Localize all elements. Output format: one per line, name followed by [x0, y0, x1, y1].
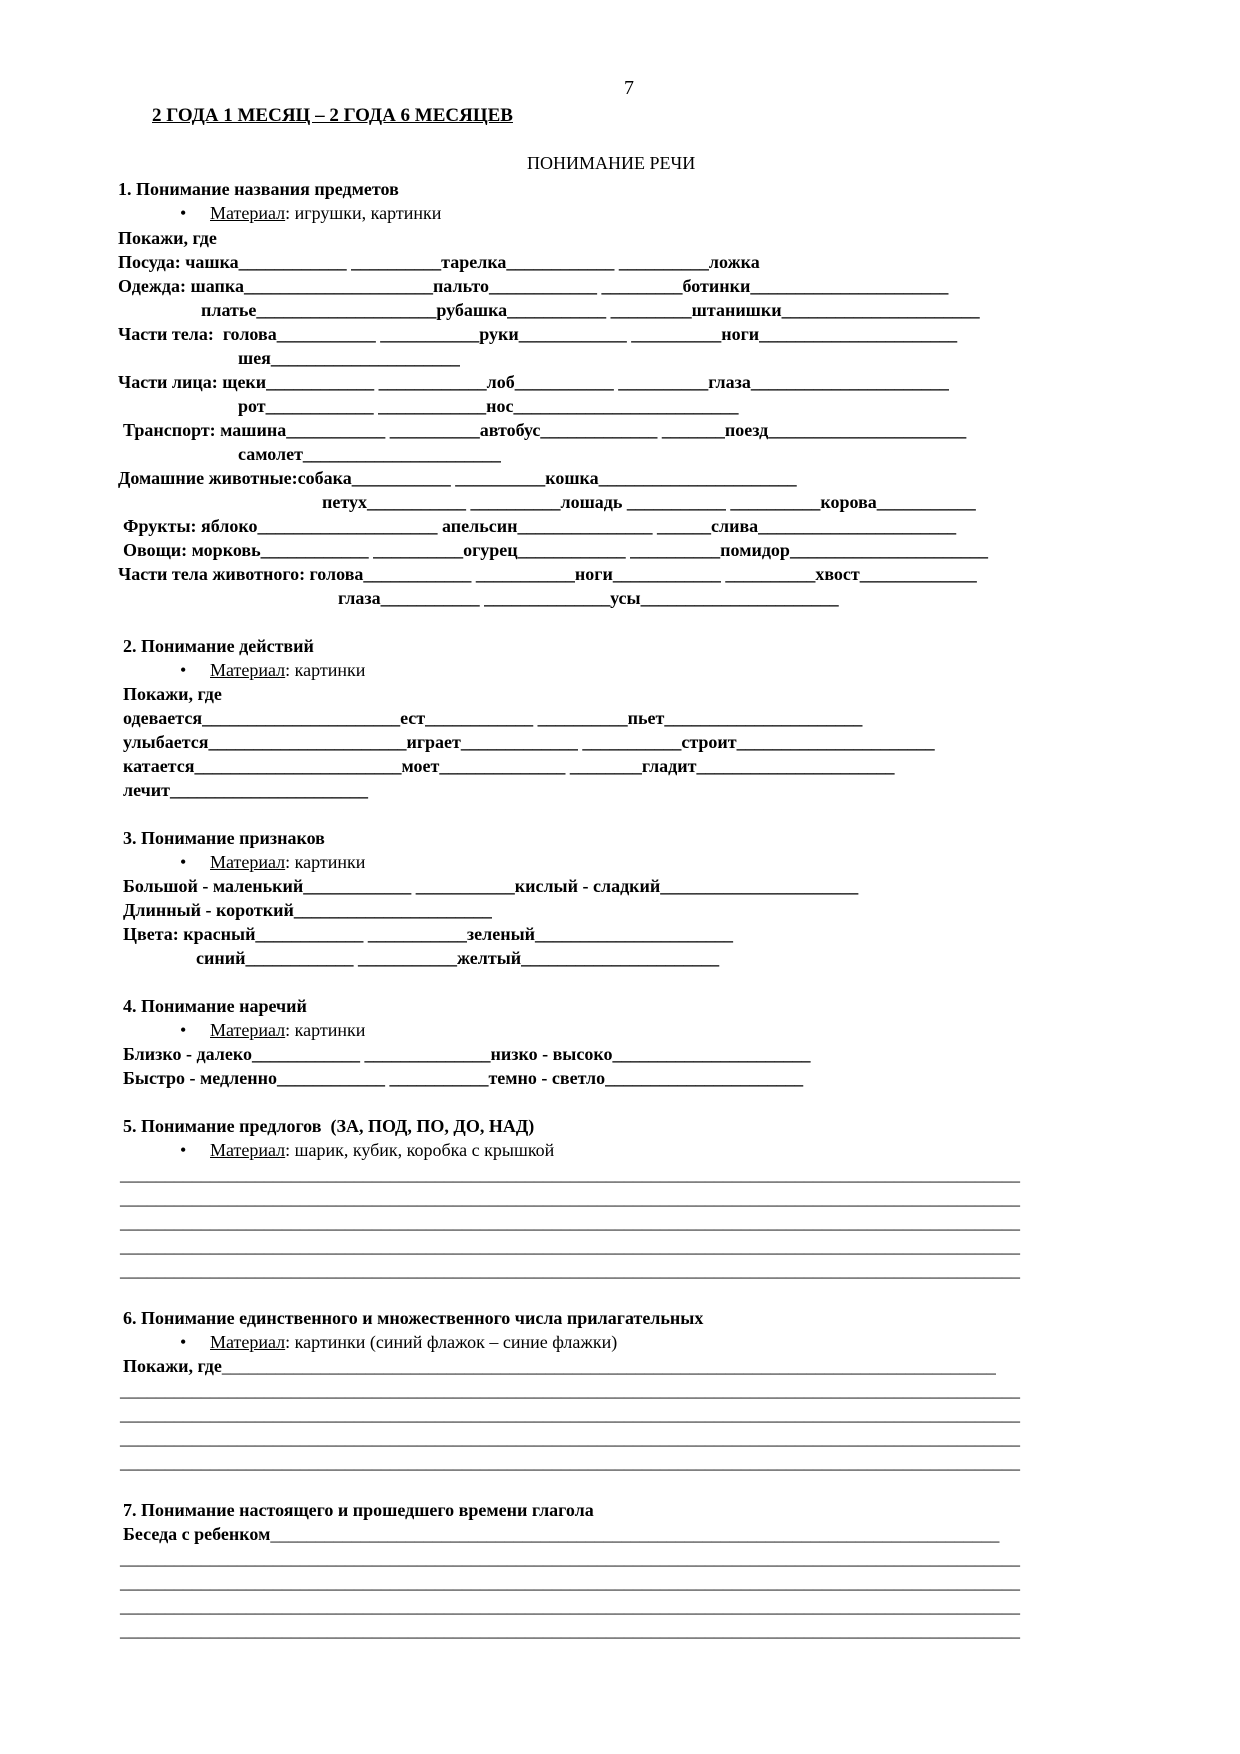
bullet-icon: • — [180, 660, 187, 680]
material-text: : картинки — [285, 1020, 366, 1040]
row: Части тела: голова___________ ___________руки____________ __________ноги______________________ — [118, 324, 958, 344]
material-text: : картинки — [285, 852, 366, 872]
bullet-icon: • — [180, 1020, 187, 1040]
material-label: Материал — [210, 203, 286, 223]
row: Части лица: щеки____________ ____________лоб___________ __________глаза______________________ — [118, 372, 949, 392]
section-title: ПОНИМАНИЕ РЕЧИ — [527, 153, 696, 173]
bullet-icon: • — [180, 1140, 187, 1160]
section-2-heading: 2. Понимание действий — [123, 636, 314, 656]
row: катается_______________________моет______________ ________гладит______________________ — [123, 756, 895, 776]
row: Длинный - короткий______________________ — [123, 900, 492, 920]
row: глаза___________ ______________усы______________________ — [338, 588, 839, 608]
row: Одежда: шапка_____________________пальто____________ _________ботинки______________________ — [118, 276, 949, 296]
row: Близко - далеко____________ ______________низко - высоко______________________ — [123, 1044, 811, 1064]
age-title: 2 ГОДА 1 МЕСЯЦ – 2 ГОДА 6 МЕСЯЦЕВ — [152, 105, 513, 126]
section-1-material — [180, 203, 441, 223]
section-6-material — [180, 1332, 617, 1352]
section-5-heading: 5. Понимание предлогов (ЗА, ПОД, ПО, ДО, НАД) — [123, 1116, 535, 1136]
row: Овощи: морковь____________ __________огурец____________ __________помидор______________________ — [123, 540, 988, 560]
section-7-prompt — [123, 1524, 999, 1544]
blank-answer-line: ____________________________________________________________________________________________________ — [120, 1572, 1020, 1592]
section-4-material — [180, 1020, 365, 1040]
bullet-icon: • — [180, 1332, 187, 1352]
row: синий____________ ___________желтый______________________ — [196, 948, 720, 968]
section-3-material — [180, 852, 365, 872]
section-1-heading: 1. Понимание названия предметов — [118, 179, 399, 199]
prompt-label: Беседа с ребенком — [123, 1524, 271, 1544]
row: петух___________ __________лошадь ___________ __________корова___________ — [322, 492, 976, 512]
row: Домашние животные:собака___________ __________кошка______________________ — [118, 468, 797, 488]
row: Цвета: красный____________ ___________зеленый______________________ — [123, 924, 734, 944]
material-label: Материал — [210, 1332, 286, 1352]
row: лечит______________________ — [123, 780, 369, 800]
bullet-icon: • — [180, 203, 187, 223]
row: Транспорт: машина___________ __________автобус_____________ _______поезд______________________ — [123, 420, 967, 440]
row: Большой - маленький____________ ___________кислый - сладкий______________________ — [123, 876, 859, 896]
section-6-heading: 6. Понимание единственного и множественного числа прилагательных — [123, 1308, 704, 1328]
row: шея_____________________ — [238, 348, 460, 368]
blank-answer-line: ____________________________________________________________________________________________________ — [120, 1404, 1020, 1424]
blank-answer-line: _________________________________________________________________________________ — [270, 1524, 1000, 1544]
blank-answer-line: ____________________________________________________________________________________________________ — [120, 1188, 1020, 1208]
prompt-label: Покажи, где — [123, 1356, 222, 1376]
row: самолет______________________ — [238, 444, 501, 464]
row: одевается______________________ест____________ __________пьет______________________ — [123, 708, 863, 728]
blank-answer-line: ____________________________________________________________________________________________________ — [120, 1620, 1020, 1640]
blank-answer-line: ______________________________________________________________________________________ — [221, 1356, 996, 1376]
blank-answer-line: ____________________________________________________________________________________________________ — [120, 1428, 1020, 1448]
material-label: Материал — [210, 1020, 286, 1040]
blank-answer-line: ____________________________________________________________________________________________________ — [120, 1212, 1020, 1232]
section-7-heading: 7. Понимание настоящего и прошедшего времени глагола — [123, 1500, 594, 1520]
section-5-material — [180, 1140, 554, 1160]
row: улыбается______________________играет_____________ ___________строит______________________ — [123, 732, 935, 752]
blank-answer-line: ____________________________________________________________________________________________________ — [120, 1164, 1020, 1184]
material-label: Материал — [210, 660, 286, 680]
row: Быстро - медленно____________ ___________темно - светло______________________ — [123, 1068, 804, 1088]
row: Посуда: чашка____________ __________тарелка____________ __________ложка — [118, 252, 760, 272]
material-label: Материал — [210, 852, 286, 872]
section-2-prompt: Покажи, где — [123, 684, 222, 704]
blank-answer-line: ____________________________________________________________________________________________________ — [120, 1380, 1020, 1400]
blank-answer-line: ____________________________________________________________________________________________________ — [120, 1236, 1020, 1256]
bullet-icon: • — [180, 852, 187, 872]
section-4-heading: 4. Понимание наречий — [123, 996, 307, 1016]
material-text: : игрушки, картинки — [285, 203, 442, 223]
blank-answer-line: ____________________________________________________________________________________________________ — [120, 1260, 1020, 1280]
page-number: 7 — [624, 77, 634, 99]
material-text: : шарик, кубик, коробка с крышкой — [285, 1140, 555, 1160]
blank-answer-line: ____________________________________________________________________________________________________ — [120, 1596, 1020, 1616]
row: Фрукты: яблоко____________________ апельсин_______________ ______слива______________________ — [123, 516, 957, 536]
section-6-prompt — [123, 1356, 996, 1376]
material-text: : картинки — [285, 660, 366, 680]
material-label: Материал — [210, 1140, 286, 1160]
blank-answer-line: ____________________________________________________________________________________________________ — [120, 1548, 1020, 1568]
row: платье____________________рубашка___________ _________штанишки______________________ — [201, 300, 980, 320]
section-2-material — [180, 660, 365, 680]
section-3-heading: 3. Понимание признаков — [123, 828, 325, 848]
row: рот____________ ____________нос_________________________ — [238, 396, 739, 416]
blank-answer-line: ____________________________________________________________________________________________________ — [120, 1452, 1020, 1472]
material-text: : картинки (синий флажок – синие флажки) — [285, 1332, 618, 1352]
section-1-prompt: Покажи, где — [118, 228, 217, 248]
row: Части тела животного: голова____________ ___________ноги____________ __________хвост_____________ — [118, 564, 977, 584]
